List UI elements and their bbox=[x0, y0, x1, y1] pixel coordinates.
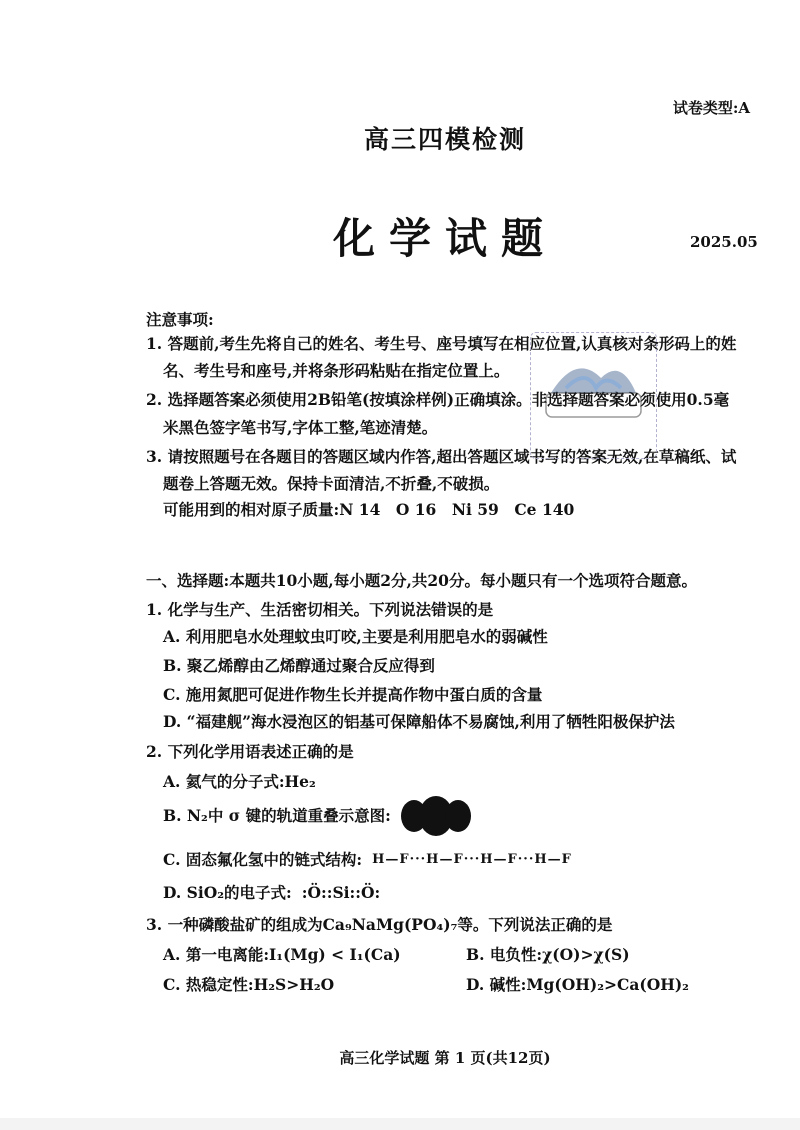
option: C. 固态氟化氢中的链式结构: bbox=[163, 850, 363, 869]
option: B. 电负性:χ(O)>χ(S) bbox=[466, 945, 630, 964]
option-row bbox=[163, 850, 572, 870]
notice-line: 名、考生号和座号,并将条形码粘贴在指定位置上。 bbox=[163, 361, 510, 380]
notice-heading: 注意事项: bbox=[146, 310, 214, 329]
question-stem: 2. 下列化学用语表述正确的是 bbox=[146, 742, 354, 761]
notice-line: 3. 请按照题号在各题目的答题区域内作答,超出答题区域书写的答案无效,在草稿纸、试 bbox=[146, 447, 737, 466]
option-row bbox=[163, 796, 471, 836]
option: D. SiO₂的电子式: bbox=[163, 883, 292, 902]
scan-edge bbox=[0, 1118, 800, 1130]
sigma-orbital-diagram bbox=[401, 796, 471, 836]
subject-title: 化学试题 bbox=[332, 214, 557, 263]
option: A. 第一电离能:I₁(Mg) < I₁(Ca) bbox=[163, 945, 401, 964]
option: C. 热稳定性:H₂S>H₂O bbox=[163, 975, 335, 994]
hf-chain-structure: H—F···H—F···H—F···H—F bbox=[372, 852, 572, 867]
option: A. 利用肥皂水处理蚊虫叮咬,主要是利用肥皂水的弱碱性 bbox=[163, 627, 548, 646]
question-stem: 3. 一种磷酸盐矿的组成为Ca₉NaMg(PO₄)₇等。下列说法正确的是 bbox=[146, 915, 613, 934]
option: B. 聚乙烯醇由乙烯醇通过聚合反应得到 bbox=[163, 656, 435, 675]
notice-line: 2. 选择题答案必须使用2B铅笔(按填涂样例)正确填涂。非选择题答案必须使用0.5毫 bbox=[146, 390, 730, 409]
question-stem: 1. 化学与生产、生活密切相关。下列说法错误的是 bbox=[146, 600, 494, 619]
option: D. 碱性:Mg(OH)₂>Ca(OH)₂ bbox=[466, 975, 689, 994]
notice-line: 题卷上答题无效。保持卡面清洁,不折叠,不破损。 bbox=[163, 474, 500, 493]
option-row bbox=[163, 883, 380, 903]
paper-type: 试卷类型:A bbox=[672, 99, 750, 117]
exam-name: 高三四模检测 bbox=[363, 125, 526, 154]
section-heading: 一、选择题:本题共10小题,每小题2分,共20分。每小题只有一个选项符合题意。 bbox=[146, 571, 697, 590]
option: B. N₂中 σ 键的轨道重叠示意图: bbox=[163, 806, 391, 825]
notice-line: 1. 答题前,考生先将自己的姓名、考生号、座号填写在相应位置,认真核对条形码上的姓 bbox=[146, 334, 737, 353]
page-footer: 高三化学试题 第 1 页(共12页) bbox=[339, 1049, 551, 1067]
atomic-masses: 可能用到的相对原子质量:N 14 O 16 Ni 59 Ce 140 bbox=[163, 500, 575, 519]
sio2-electron-formula: :Ö::Si::Ö: bbox=[301, 883, 381, 902]
exam-date: 2025.05 bbox=[690, 233, 758, 251]
option: D. “福建舰”海水浸泡区的铝基可保障船体不易腐蚀,利用了牺牲阳极保护法 bbox=[163, 712, 675, 731]
option: C. 施用氮肥可促进作物生长并提高作物中蛋白质的含量 bbox=[163, 685, 543, 704]
notice-line: 米黑色签字笔书写,字体工整,笔迹清楚。 bbox=[163, 418, 438, 437]
watermark-logo bbox=[530, 332, 657, 459]
option: A. 氦气的分子式:He₂ bbox=[163, 772, 316, 791]
